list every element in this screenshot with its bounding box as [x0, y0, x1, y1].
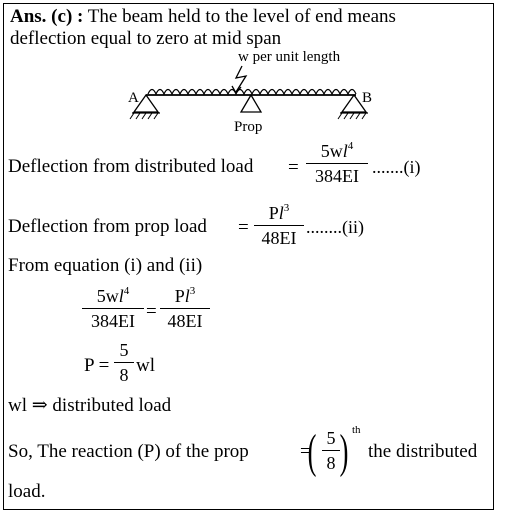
conclusion-numerator: 5: [326, 428, 336, 448]
eq2-label: Deflection from prop load: [8, 216, 207, 237]
support-b-label: B: [362, 90, 373, 106]
left-paren: (: [307, 425, 317, 478]
answer-statement: The beam held to the level of end means: [87, 6, 396, 27]
eq2-numerator: Pl$^3$: [268, 202, 290, 223]
eq1-tag: .......(i): [372, 157, 421, 177]
eq1-denominator: 384EI: [315, 166, 359, 186]
support-a-label: A: [128, 90, 139, 106]
propped-beam-diagram: [120, 46, 380, 136]
eq1-fraction: [306, 141, 368, 186]
eq1-numerator: $5wl^4$: [320, 140, 354, 161]
eq4-lhs: P =: [84, 355, 110, 376]
from-equation-text: From equation (i) and (ii): [8, 255, 203, 276]
eq3-equals: =: [146, 301, 157, 322]
eq3-lhs-denominator: 384EI: [91, 311, 135, 331]
conclusion-fraction: [322, 428, 340, 473]
answer-line-1: [10, 7, 396, 27]
eq2-equals: =: [238, 217, 249, 238]
eq2-fraction: [254, 203, 304, 248]
eq4-numerator: 5: [119, 340, 129, 360]
eq3-rhs-numerator: Pl$^3$: [174, 285, 196, 306]
eq1-label: Deflection from distributed load: [8, 156, 254, 177]
conclusion-denominator: 8: [326, 453, 336, 473]
answer-line-2: deflection equal to zero at mid span: [10, 28, 282, 49]
conclusion-line-2: load.: [8, 481, 46, 502]
load-label: w per unit length: [238, 49, 341, 65]
eq3-rhs-denominator: 48EI: [167, 311, 203, 331]
eq4-rhs: wl: [136, 355, 155, 376]
eq4-denominator: 8: [119, 365, 129, 385]
answer-label: Ans. (c) :: [10, 6, 84, 27]
eq3-lhs-fraction: [82, 286, 144, 331]
eq3-rhs-fraction: [160, 286, 210, 331]
conclusion-equals: =: [300, 441, 311, 462]
conclusion-prefix: So, The reaction (P) of the prop: [8, 441, 249, 462]
prop-label: Prop: [234, 119, 263, 135]
wl-definition: wl ⇒ distributed load: [8, 395, 172, 416]
prop-icon: [241, 95, 261, 112]
right-paren: ): [339, 425, 349, 478]
conclusion-superscript: th: [352, 424, 361, 436]
eq4-fraction: [114, 340, 134, 385]
eq3-lhs-numerator: $5wl^4$: [96, 285, 130, 306]
conclusion-suffix: the distributed: [368, 441, 478, 462]
eq2-denominator: 48EI: [261, 228, 297, 248]
eq2-tag: ........(ii): [306, 217, 364, 237]
load-arrow-icon: [236, 66, 246, 92]
eq1-equals: =: [288, 157, 299, 178]
distributed-load: [148, 90, 356, 95]
